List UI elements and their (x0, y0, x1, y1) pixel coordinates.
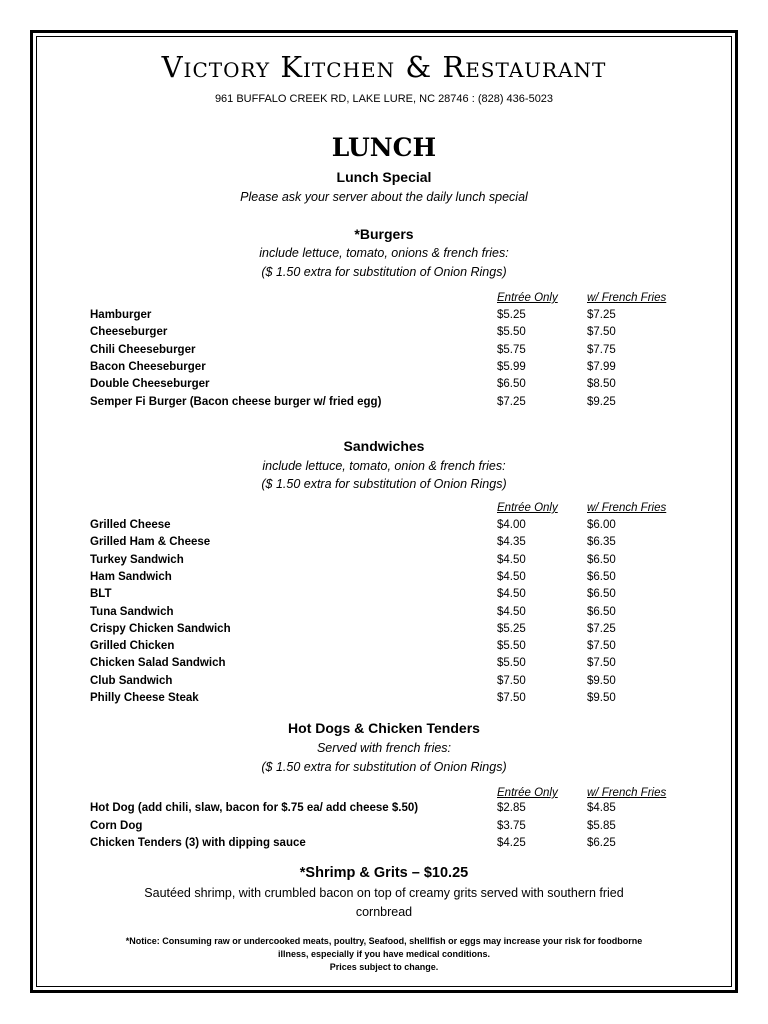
menu-item-row (0, 802, 768, 819)
menu-item-fries-price: $9.50 (587, 674, 616, 687)
menu-item-entree-price: $4.25 (497, 837, 526, 849)
hotdogs-desc: Served with french fries: (316, 741, 452, 755)
menu-item-entree-price: $5.50 (497, 657, 526, 670)
sandwiches-substitution-note: ($ 1.50 extra for substitution of Onion Rings) (261, 477, 507, 491)
menu-item-name: Grilled Ham & Cheese (90, 536, 211, 549)
menu-item-fries-price: $7.50 (587, 640, 616, 653)
menu-item-row (0, 820, 768, 837)
menu-item-entree-price: $5.50 (497, 326, 526, 339)
shrimp-grits-desc-cont: cornbread (355, 905, 413, 919)
menu-item-entree-price: $5.50 (497, 640, 526, 653)
lunch-special-title: Lunch Special (336, 169, 432, 185)
menu-item-fries-price: $6.00 (587, 519, 616, 531)
menu-item-fries-price: $7.99 (587, 360, 616, 373)
menu-item-entree-price: $4.50 (497, 553, 526, 566)
menu-item-row (0, 837, 768, 854)
menu-item-fries-price: $9.25 (587, 395, 616, 408)
menu-item-name: Double Cheeseburger (90, 378, 210, 391)
notice-line-3: Prices subject to change. (329, 962, 439, 972)
menu-item-entree-price: $5.75 (497, 343, 526, 356)
menu-item-entree-price: $6.50 (497, 378, 526, 391)
sandwiches-desc: include lettuce, tomato, onion & french fries: (262, 459, 506, 473)
menu-item-name: BLT (90, 588, 112, 601)
menu-item-entree-price: $4.00 (497, 519, 526, 531)
menu-item-fries-price: $7.50 (587, 326, 616, 339)
shrimp-grits-title: *Shrimp & Grits – $10.25 (299, 865, 469, 881)
menu-item-row (0, 361, 768, 378)
menu-item-row (0, 571, 768, 588)
menu-item-row (0, 554, 768, 571)
menu-item-row (0, 675, 768, 692)
menu-title: LUNCH (331, 133, 437, 162)
menu-item-row (0, 606, 768, 623)
menu-item-row (0, 640, 768, 657)
menu-item-entree-price: $4.50 (497, 570, 526, 583)
menu-item-name: Club Sandwich (90, 674, 173, 687)
menu-item-row (0, 657, 768, 674)
hotdogs-col-entree: Entrée Only (497, 787, 558, 799)
menu-item-name: Bacon Cheeseburger (90, 360, 206, 373)
menu-item-entree-price: $5.25 (497, 309, 526, 321)
menu-item-name: Hamburger (90, 309, 152, 321)
menu-item-fries-price: $6.35 (587, 536, 616, 549)
menu-item-name: Ham Sandwich (90, 570, 172, 583)
menu-item-fries-price: $6.50 (587, 588, 616, 601)
shrimp-grits-desc: Sautéed shrimp, with crumbled bacon on top of creamy grits served with southern fried (144, 886, 624, 900)
menu-item-row (0, 326, 768, 343)
burgers-col-fries: w/ French Fries (587, 292, 667, 304)
menu-item-name: Chili Cheeseburger (90, 343, 196, 356)
menu-item-entree-price: $4.35 (497, 536, 526, 549)
sandwiches-col-entree: Entrée Only (497, 502, 558, 514)
menu-item-entree-price: $3.75 (497, 819, 526, 832)
burgers-desc: include lettuce, tomato, onions & french fries: (259, 246, 509, 260)
menu-item-entree-price: $4.50 (497, 588, 526, 601)
menu-item-fries-price: $6.50 (587, 553, 616, 566)
notice-line-1: *Notice: Consuming raw or undercooked meats, poultry, Seafood, shellfish or eggs may increase your risk for foodborne (125, 936, 643, 946)
menu-item-name: Philly Cheese Steak (90, 692, 199, 704)
menu-item-row (0, 396, 768, 413)
menu-item-fries-price: $7.25 (587, 622, 616, 635)
menu-item-row (0, 623, 768, 640)
sandwiches-col-fries: w/ French Fries (587, 502, 667, 514)
menu-item-fries-price: $7.50 (587, 657, 616, 670)
menu-item-entree-price: $4.50 (497, 605, 526, 618)
hotdogs-col-fries: w/ French Fries (587, 787, 667, 799)
hotdogs-substitution-note: ($ 1.50 extra for substitution of Onion Rings) (261, 760, 507, 774)
hotdogs-title: Hot Dogs & Chicken Tenders (288, 720, 480, 736)
menu-item-entree-price: $7.50 (497, 674, 526, 687)
restaurant-title: Victory Kitchen & Restaurant (161, 50, 607, 84)
menu-item-row (0, 519, 768, 536)
menu-item-name: Chicken Salad Sandwich (90, 657, 226, 670)
burgers-title: *Burgers (354, 226, 414, 242)
sandwiches-title: Sandwiches (343, 438, 425, 454)
burgers-substitution-note: ($ 1.50 extra for substitution of Onion Rings) (261, 265, 507, 279)
menu-item-fries-price: $8.50 (587, 378, 616, 391)
menu-item-fries-price: $9.50 (587, 692, 616, 704)
menu-item-entree-price: $5.99 (497, 360, 526, 373)
menu-item-name: Semper Fi Burger (Bacon cheese burger w/ fried egg) (90, 395, 382, 408)
menu-item-name: Hot Dog (add chili, slaw, bacon for $.75 ea/ add cheese $.50) (90, 802, 419, 814)
restaurant-address: 961 BUFFALO CREEK RD, LAKE LURE, NC 28746 : (828) 436-5023 (214, 93, 554, 105)
notice-line-2: illness, especially if you have medical conditions. (277, 949, 491, 959)
menu-item-entree-price: $7.50 (497, 692, 526, 704)
menu-item-fries-price: $6.25 (587, 837, 616, 849)
menu-item-fries-price: $4.85 (587, 802, 616, 814)
menu-item-name: Cheeseburger (90, 326, 168, 339)
menu-item-row (0, 378, 768, 395)
menu-item-fries-price: $5.85 (587, 819, 616, 832)
menu-item-name: Grilled Cheese (90, 519, 171, 531)
menu-item-fries-price: $7.75 (587, 343, 616, 356)
menu-item-entree-price: $2.85 (497, 802, 526, 814)
menu-item-row (0, 309, 768, 326)
menu-item-entree-price: $5.25 (497, 622, 526, 635)
menu-item-name: Tuna Sandwich (90, 605, 174, 618)
menu-item-name: Grilled Chicken (90, 640, 175, 653)
lunch-special-note: Please ask your server about the daily lunch special (240, 190, 528, 204)
menu-item-name: Turkey Sandwich (90, 553, 184, 566)
menu-item-fries-price: $6.50 (587, 605, 616, 618)
menu-item-name: Chicken Tenders (3) with dipping sauce (90, 837, 306, 849)
menu-item-fries-price: $6.50 (587, 570, 616, 583)
menu-item-row (0, 344, 768, 361)
menu-item-fries-price: $7.25 (587, 309, 616, 321)
burgers-col-entree: Entrée Only (497, 292, 558, 304)
menu-item-row (0, 536, 768, 553)
menu-item-entree-price: $7.25 (497, 395, 526, 408)
menu-item-name: Crispy Chicken Sandwich (90, 622, 231, 635)
menu-item-row (0, 692, 768, 709)
menu-item-name: Corn Dog (90, 819, 143, 832)
menu-item-row (0, 588, 768, 605)
